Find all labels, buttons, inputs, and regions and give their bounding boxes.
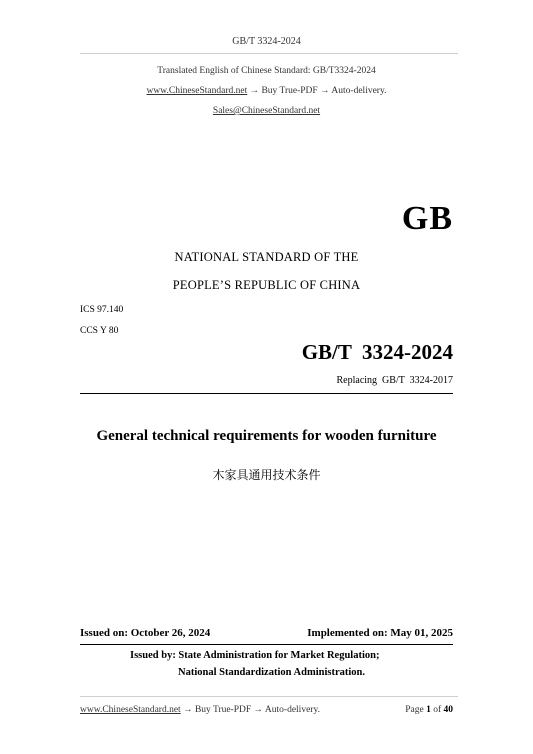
footer-site-link[interactable]: www.ChineseStandard.net xyxy=(80,705,181,715)
issued-date: Issued on: October 26, 2024 xyxy=(80,627,211,639)
title-divider xyxy=(80,393,453,394)
gb-mark: GB xyxy=(401,200,453,237)
email-line xyxy=(0,106,533,116)
footer-purchase-text: → Buy True-PDF → Auto-delivery. xyxy=(180,705,320,715)
issuer-divider xyxy=(80,644,453,645)
page-current: 1 xyxy=(426,705,431,715)
issuer-line2: National Standardization Administration. xyxy=(178,667,365,678)
ccs-code: CCS Y 80 xyxy=(80,326,119,336)
purchase-text: → Buy True-PDF → Auto-delivery. xyxy=(247,86,387,96)
page-total: 40 xyxy=(443,705,453,715)
footer-divider xyxy=(80,696,458,697)
page-label: Page xyxy=(405,705,424,715)
page-of: of xyxy=(433,705,442,715)
ics-code: ICS 97.140 xyxy=(80,305,124,315)
purchase-line xyxy=(0,86,533,96)
footer-purchase-line xyxy=(80,705,320,715)
issuer-line1: Issued by: State Administration for Market Regulation; xyxy=(130,650,380,661)
replacing-note: Replacing GB/T 3324-2017 xyxy=(336,375,453,386)
translation-note: Translated English of Chinese Standard: GB/T3324-2024 xyxy=(157,66,376,76)
national-standard-line2: PEOPLE’S REPUBLIC OF CHINA xyxy=(172,278,361,292)
site-link[interactable]: www.ChineseStandard.net xyxy=(146,86,248,96)
document-title: General technical requirements for wooden furniture xyxy=(96,428,437,444)
standard-code: GB/T 3324-2024 xyxy=(301,340,453,364)
implemented-date: Implemented on: May 01, 2025 xyxy=(307,627,453,639)
national-standard-line1: NATIONAL STANDARD OF THE xyxy=(174,250,359,264)
running-header: GB/T 3324-2024 xyxy=(232,36,301,47)
header-divider xyxy=(80,53,458,54)
email-link[interactable]: Sales@ChineseStandard.net xyxy=(212,106,321,116)
document-title-chinese: 木家具通用技术条件 xyxy=(212,468,321,482)
page-number xyxy=(405,705,453,715)
